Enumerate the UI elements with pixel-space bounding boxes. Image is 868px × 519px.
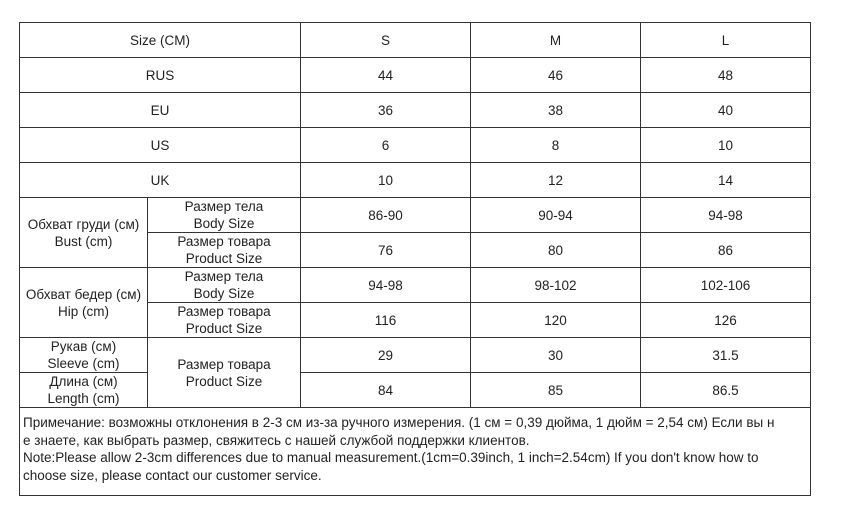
table-cell: 86.5 — [641, 373, 811, 408]
table-cell: 90-94 — [471, 198, 641, 233]
header-size-s: S — [301, 23, 471, 58]
measurement-note — [20, 408, 811, 496]
table-cell: 48 — [641, 58, 811, 93]
body-size-label-ru: Размер тела — [184, 199, 264, 214]
header-size-l: L — [641, 23, 811, 58]
table-cell: 38 — [471, 93, 641, 128]
table-cell: 86-90 — [301, 198, 471, 233]
row-label-length — [20, 373, 148, 408]
table-row — [20, 373, 811, 408]
sublabel-product-size-merged — [148, 338, 301, 408]
table-cell: 84 — [301, 373, 471, 408]
table-row — [20, 58, 811, 93]
table-cell: 76 — [301, 233, 471, 268]
table-cell: 10 — [641, 128, 811, 163]
table-row — [20, 268, 811, 303]
table-cell: 8 — [471, 128, 641, 163]
table-cell: 102-106 — [641, 268, 811, 303]
note-en-line-1: Note:Please allow 2-3cm differences due to manual measurement.(1cm=0.39inch, 1 inch=2.54cm) If you don't know how to — [23, 450, 759, 465]
note-ru-line-2: е знаете, как выбрать размер, свяжитесь с нашей службой поддержки клиентов. — [23, 432, 530, 448]
table-cell: 80 — [471, 233, 641, 268]
table-row — [20, 128, 811, 163]
bust-label-ru: Обхват груди (см) — [27, 216, 140, 232]
table-cell: 29 — [301, 338, 471, 373]
header-size-m: M — [471, 23, 641, 58]
product-size-label-en: Product Size — [185, 251, 263, 266]
table-cell: 85 — [471, 373, 641, 408]
table-row — [20, 163, 811, 198]
row-label-hip — [20, 268, 148, 338]
table-cell: 44 — [301, 58, 471, 93]
body-size-label-en: Body Size — [193, 216, 255, 231]
table-cell: 46 — [471, 58, 641, 93]
product-size-label-en: Product Size — [185, 321, 263, 336]
table-cell: 36 — [301, 93, 471, 128]
note-row — [20, 408, 811, 496]
hip-label-en: Hip (cm) — [58, 303, 109, 319]
length-label-ru: Длина (см) — [49, 374, 118, 389]
note-ru-line-1: Примечание: возможны отклонения в 2-3 см из-за ручного измерения. (1 см = 0,39 дюйма, 1 дюйм = 2,54 см) Если вы н — [23, 415, 775, 430]
sublabel-body-size — [148, 268, 301, 303]
table-row — [20, 198, 811, 233]
sublabel-body-size — [148, 198, 301, 233]
body-size-label-en: Body Size — [193, 286, 255, 301]
sublabel-product-size — [148, 233, 301, 268]
table-cell: 14 — [641, 163, 811, 198]
table-cell: 120 — [471, 303, 641, 338]
sleeve-label-en: Sleeve (cm) — [47, 356, 120, 371]
note-en-line-2: choose size, please contact our customer service. — [23, 467, 322, 483]
table-cell: 94-98 — [301, 268, 471, 303]
row-label-rus: RUS — [20, 58, 301, 93]
product-size-label-en: Product Size — [185, 373, 263, 389]
bust-label-en: Bust (cm) — [54, 233, 113, 249]
table-cell: 94-98 — [641, 198, 811, 233]
row-label-us: US — [20, 128, 301, 163]
table-cell: 31.5 — [641, 338, 811, 373]
table-cell: 6 — [301, 128, 471, 163]
header-row — [20, 23, 811, 58]
table-cell: 86 — [641, 233, 811, 268]
hip-label-ru: Обхват бедер (см) — [25, 286, 142, 302]
table-cell: 30 — [471, 338, 641, 373]
table-cell: 116 — [301, 303, 471, 338]
sleeve-label-ru: Рукав (см) — [50, 339, 117, 354]
row-label-sleeve — [20, 338, 148, 373]
table-cell: 12 — [471, 163, 641, 198]
table-cell: 126 — [641, 303, 811, 338]
row-label-bust — [20, 198, 148, 268]
table-cell: 98-102 — [471, 268, 641, 303]
product-size-label-ru: Размер товара — [177, 234, 271, 249]
table-row — [20, 338, 811, 373]
row-label-eu: EU — [20, 93, 301, 128]
header-size-label: Size (CM) — [20, 23, 301, 58]
table-row — [20, 93, 811, 128]
body-size-label-ru: Размер тела — [184, 269, 264, 284]
row-label-uk: UK — [20, 163, 301, 198]
size-chart-table — [19, 22, 811, 496]
sublabel-product-size — [148, 303, 301, 338]
length-label-en: Length (cm) — [47, 391, 120, 406]
product-size-label-ru: Размер товара — [177, 356, 271, 372]
table-cell: 10 — [301, 163, 471, 198]
product-size-label-ru: Размер товара — [177, 304, 271, 319]
table-cell: 40 — [641, 93, 811, 128]
